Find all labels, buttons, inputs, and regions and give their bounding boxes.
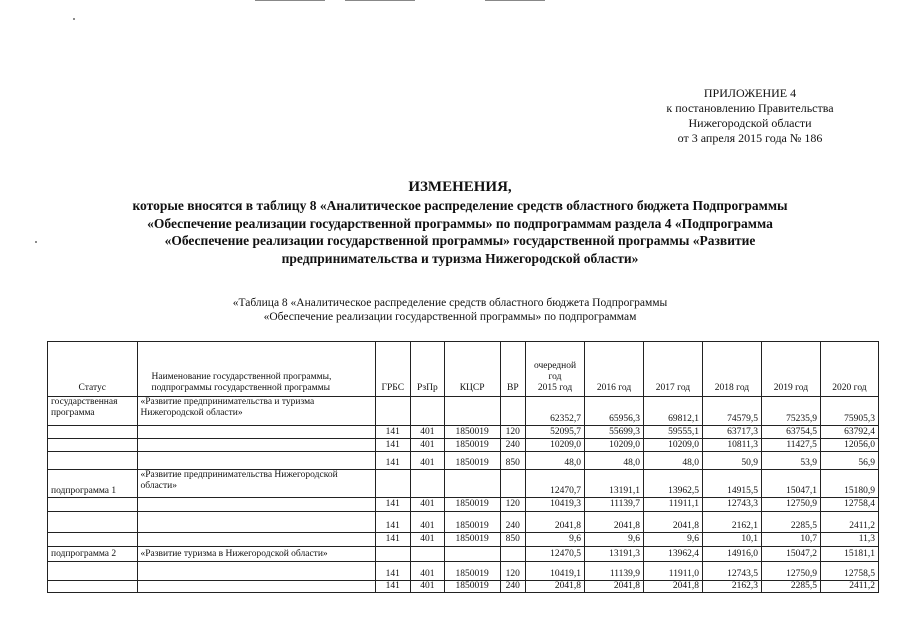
rzpr-cell: 401: [411, 498, 445, 512]
scan-edge-mark: [485, 0, 545, 1]
value-cell: 2041,8: [526, 512, 585, 533]
header-2015-line: 2015 год: [537, 383, 573, 393]
value-cell: 12758,5: [820, 562, 878, 581]
rzpr-cell: 401: [411, 439, 445, 452]
value-cell: 10209,0: [643, 439, 702, 452]
grbs-cell: 141: [375, 498, 411, 512]
value-cell: 11139,9: [585, 562, 644, 581]
value-cell: 2041,8: [526, 581, 585, 593]
value-cell: 10209,0: [526, 439, 585, 452]
value-cell: 11427,5: [761, 439, 820, 452]
table-row: [48, 498, 879, 512]
appendix-line: Нижегородской области: [688, 116, 812, 130]
scan-speck: [35, 241, 37, 243]
kcsr-cell: 1850019: [444, 533, 500, 547]
header-vr: ВР: [500, 342, 525, 397]
grbs-cell: 141: [375, 426, 411, 439]
total-value: 69812,1: [643, 397, 702, 426]
total-value: 12470,5: [526, 547, 585, 562]
value-cell: 12743,3: [702, 498, 761, 512]
header-name-line: подпрограммы государственной программы: [151, 383, 331, 393]
total-value: 65956,3: [585, 397, 644, 426]
document-heading: [95, 178, 825, 267]
total-value: 15180,9: [820, 470, 878, 498]
table-row: [48, 562, 879, 581]
value-cell: 10419,1: [526, 562, 585, 581]
total-value: 14915,5: [702, 470, 761, 498]
value-cell: 63754,5: [761, 426, 820, 439]
rzpr-cell: 401: [411, 562, 445, 581]
value-cell: 2411,2: [820, 512, 878, 533]
subtitle-line: «Таблица 8 «Аналитическое распределение средств областного бюджета Подпрограммы: [232, 297, 668, 309]
vr-cell: 240: [500, 439, 525, 452]
scan-speck: [73, 18, 75, 20]
table-row-total: [48, 547, 879, 562]
heading-line: «Обеспечение реализации государственной программы» государственной программы «Развитие: [164, 233, 756, 248]
heading-title: ИЗМЕНЕНИЯ,: [408, 179, 512, 195]
table-row-total: [48, 397, 879, 426]
table-row-total: [48, 470, 879, 498]
kcsr-cell: 1850019: [444, 426, 500, 439]
table-row: [48, 452, 879, 470]
kcsr-cell: 1850019: [444, 562, 500, 581]
header-2018: 2018 год: [702, 342, 761, 397]
value-cell: 10,1: [702, 533, 761, 547]
value-cell: 11139,7: [585, 498, 644, 512]
header-2020: 2020 год: [820, 342, 878, 397]
header-status: Статус: [48, 342, 138, 397]
kcsr-cell: 1850019: [444, 439, 500, 452]
total-value: 13962,4: [643, 547, 702, 562]
total-value: 13962,5: [643, 470, 702, 498]
status-cell: подпрограмма 2: [48, 547, 138, 562]
table-subtitle: [140, 296, 760, 324]
rzpr-cell: 401: [411, 533, 445, 547]
rzpr-cell: 401: [411, 512, 445, 533]
grbs-cell: 141: [375, 533, 411, 547]
header-grbs: ГРБС: [375, 342, 411, 397]
value-cell: 10419,3: [526, 498, 585, 512]
value-cell: 2162,3: [702, 581, 761, 593]
value-cell: 9,6: [643, 533, 702, 547]
value-cell: 11911,1: [643, 498, 702, 512]
vr-cell: 120: [500, 498, 525, 512]
vr-cell: 120: [500, 426, 525, 439]
table-row: [48, 581, 879, 593]
value-cell: 10811,3: [702, 439, 761, 452]
table-row: [48, 512, 879, 533]
program-name-cell: «Развитие предпринимательства Нижегородской области»: [137, 470, 375, 498]
value-cell: 9,6: [585, 533, 644, 547]
vr-cell: 850: [500, 452, 525, 470]
header-2015: [526, 342, 585, 397]
value-cell: 48,0: [585, 452, 644, 470]
grbs-cell: 141: [375, 512, 411, 533]
vr-cell: 240: [500, 581, 525, 593]
value-cell: 50,9: [702, 452, 761, 470]
value-cell: 11,3: [820, 533, 878, 547]
scan-edge-mark: [255, 0, 325, 1]
header-2016: 2016 год: [585, 342, 644, 397]
rzpr-cell: 401: [411, 581, 445, 593]
value-cell: 11911,0: [643, 562, 702, 581]
value-cell: 53,9: [761, 452, 820, 470]
total-value: 13191,1: [585, 470, 644, 498]
subtitle-line: «Обеспечение реализации государственной программы» по подпрограммам: [263, 311, 637, 323]
total-value: 12470,7: [526, 470, 585, 498]
value-cell: 2285,5: [761, 512, 820, 533]
value-cell: 12758,4: [820, 498, 878, 512]
grbs-cell: 141: [375, 562, 411, 581]
value-cell: 2041,8: [585, 581, 644, 593]
heading-line: предпринимательства и туризма Нижегородской области»: [281, 250, 639, 266]
rzpr-cell: 401: [411, 452, 445, 470]
value-cell: 55699,3: [585, 426, 644, 439]
value-cell: 48,0: [526, 452, 585, 470]
header-rzpr: РзПр: [411, 342, 445, 397]
rzpr-cell: 401: [411, 426, 445, 439]
total-value: 75235,9: [761, 397, 820, 426]
value-cell: 52095,7: [526, 426, 585, 439]
appendix-block: [640, 86, 860, 146]
total-value: 14916,0: [702, 547, 761, 562]
header-2015-line: очередной: [533, 361, 577, 371]
grbs-cell: 141: [375, 452, 411, 470]
value-cell: 2041,8: [585, 512, 644, 533]
table-row: [48, 426, 879, 439]
total-value: 15181,1: [820, 547, 878, 562]
value-cell: 12056,0: [820, 439, 878, 452]
header-2017: 2017 год: [643, 342, 702, 397]
value-cell: 2041,8: [643, 581, 702, 593]
program-name-cell: «Развитие предпринимательства и туризма Нижегородской области»: [137, 397, 375, 426]
value-cell: 9,6: [526, 533, 585, 547]
scan-edge-mark: [345, 0, 415, 1]
grbs-cell: 141: [375, 439, 411, 452]
value-cell: 12750,9: [761, 562, 820, 581]
appendix-line: к постановлению Правительства: [666, 101, 834, 115]
value-cell: 63792,4: [820, 426, 878, 439]
value-cell: 56,9: [820, 452, 878, 470]
vr-cell: 240: [500, 512, 525, 533]
table-row: [48, 439, 879, 452]
total-value: 13191,3: [585, 547, 644, 562]
total-value: 15047,1: [761, 470, 820, 498]
status-cell: государственная программа: [48, 397, 138, 426]
appendix-line: ПРИЛОЖЕНИЕ 4: [703, 86, 797, 100]
status-cell: подпрограмма 1: [48, 470, 138, 498]
value-cell: 48,0: [643, 452, 702, 470]
table-row: [48, 533, 879, 547]
heading-line: которые вносятся в таблицу 8 «Аналитическое распределение средств областного бюджета Подпрограммы: [132, 198, 788, 213]
value-cell: 12750,9: [761, 498, 820, 512]
total-value: 75905,3: [820, 397, 878, 426]
vr-cell: 120: [500, 562, 525, 581]
vr-cell: 850: [500, 533, 525, 547]
kcsr-cell: 1850019: [444, 498, 500, 512]
total-value: 74579,5: [702, 397, 761, 426]
header-2019: 2019 год: [761, 342, 820, 397]
value-cell: 2411,2: [820, 581, 878, 593]
value-cell: 63717,3: [702, 426, 761, 439]
table-header-row: [48, 342, 879, 397]
kcsr-cell: 1850019: [444, 452, 500, 470]
budget-table: [47, 341, 879, 593]
value-cell: 12743,5: [702, 562, 761, 581]
program-name-cell: «Развитие туризма в Нижегородской области»: [137, 547, 375, 562]
header-kcsr: КЦСР: [444, 342, 500, 397]
heading-line: «Обеспечение реализации государственной программы» по подпрограммам раздела 4 «Подпрограмма: [147, 215, 773, 231]
value-cell: 2041,8: [643, 512, 702, 533]
appendix-line: от 3 апреля 2015 года № 186: [677, 131, 823, 145]
header-2015-line: год: [548, 372, 562, 382]
value-cell: 10209,0: [585, 439, 644, 452]
total-value: 62352,7: [526, 397, 585, 426]
header-name-line: Наименование государственной программы,: [151, 372, 332, 382]
header-name: [137, 342, 375, 397]
total-value: 15047,2: [761, 547, 820, 562]
value-cell: 2162,1: [702, 512, 761, 533]
value-cell: 59555,1: [643, 426, 702, 439]
kcsr-cell: 1850019: [444, 581, 500, 593]
value-cell: 10,7: [761, 533, 820, 547]
value-cell: 2285,5: [761, 581, 820, 593]
grbs-cell: 141: [375, 581, 411, 593]
kcsr-cell: 1850019: [444, 512, 500, 533]
